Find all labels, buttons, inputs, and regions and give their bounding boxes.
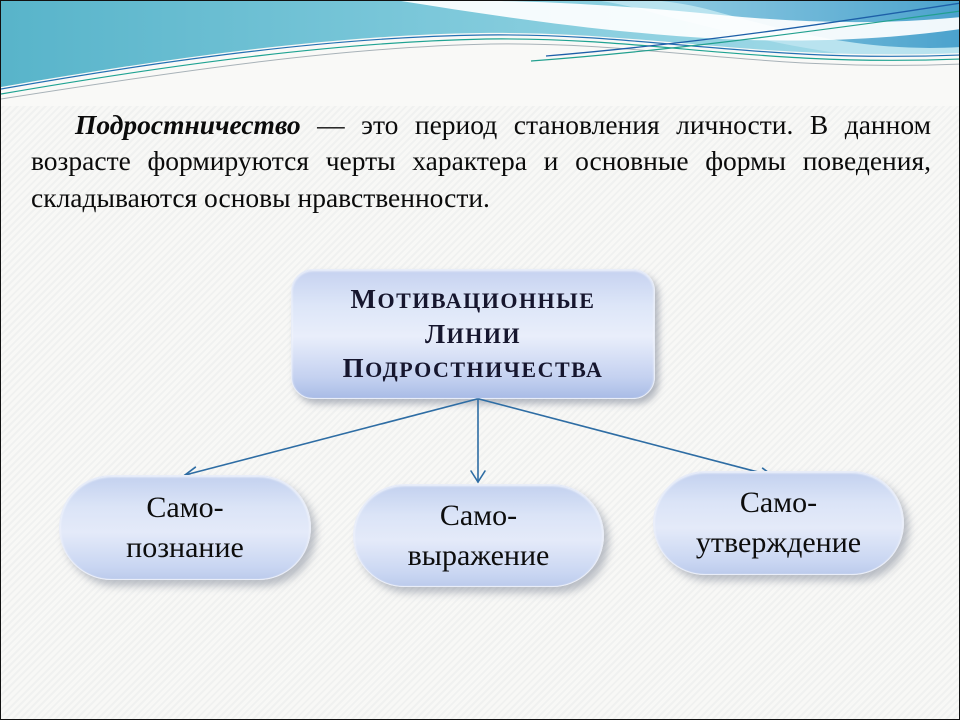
intro-lead-term: Подростничество xyxy=(75,109,301,140)
root-node-motivational-lines xyxy=(291,269,655,399)
node-self-knowledge xyxy=(59,475,311,580)
arrow-to-self-knowledge xyxy=(185,399,477,475)
node-label-line: Само- xyxy=(146,490,224,524)
arrow-to-self-expression-head xyxy=(471,471,485,482)
header-wave-decoration xyxy=(1,1,960,106)
node-label-line: Само- xyxy=(739,486,818,520)
intro-body-text: — это период становления личности. В данном возрасте формируются черты характера и основные формы поведения, складываются основы нравственности. xyxy=(31,109,931,213)
root-node-line: МОТИВАЦИОННЫЕ xyxy=(350,284,596,315)
root-node-line: ЛИНИИ xyxy=(424,318,522,349)
root-node-line: ПОДРОСТНИЧЕСТВА xyxy=(342,353,604,384)
node-label-line: выражение xyxy=(407,538,550,572)
arrow-to-self-affirmation xyxy=(479,399,773,476)
node-self-affirmation xyxy=(653,471,904,575)
intro-paragraph xyxy=(31,107,931,216)
node-self-expression xyxy=(353,484,604,587)
node-label-line: познание xyxy=(126,530,244,564)
node-label-line: утверждение xyxy=(695,526,862,559)
node-label-line: Само- xyxy=(439,498,518,532)
